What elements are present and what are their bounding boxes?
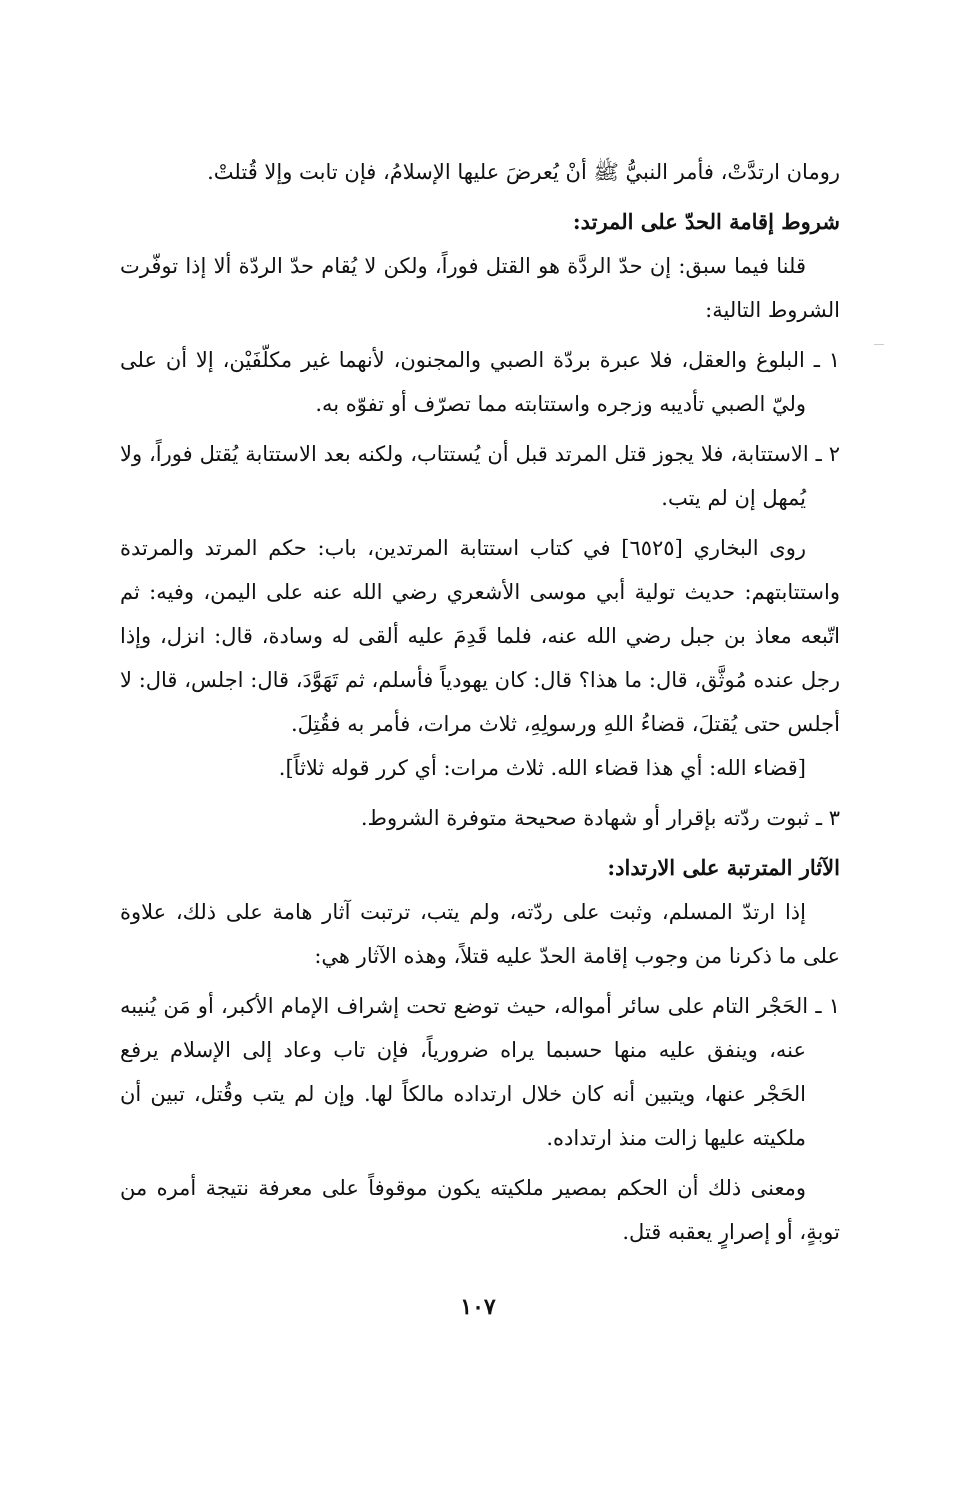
conditions-intro: قلنا فيما سبق: إن حدّ الردَّة هو القتل فوراً، ولكن لا يُقام حدّ الردّة ألا إذا توفّرت الشروط التالية: [120, 254, 840, 322]
hadith-note: [قضاء الله: أي هذا قضاء الله. ثلاث مرات: أي كرر قوله ثلاثاً]. [278, 756, 806, 780]
heading-conditions: شروط إقامة الحدّ على المرتد: [572, 209, 840, 234]
effects-intro: إذا ارتدّ المسلم، وثبت على ردّته، ولم يتب، ترتبت آثار هامة على ذلك، علاوة على ما ذكرنا من وجوب إقامة الحدّ عليه قتلاً، وهذه الآثار هي: [120, 900, 840, 968]
closing-paragraph: ومعنى ذلك أن الحكم بمصير ملكيته يكون موقوفاً على معرفة نتيجة أمره من توبةٍ، أو إصرارٍ يعقبه قتل. [120, 1176, 840, 1244]
condition-item-2: ٢ ـ الاستتابة، فلا يجوز قتل المرتد قبل أن يُستتاب، ولكنه بعد الاستتابة يُقتل فوراً، ولا يُمهل إن لم يتب. [120, 442, 840, 510]
margin-mark [874, 344, 884, 345]
condition-item-3: ٣ ـ ثبوت ردّته بإقرار أو شهادة صحيحة متوفرة الشروط. [360, 806, 840, 830]
intro-line: رومان ارتدَّتْ، فأمر النبيُّ ﷺ أنْ يُعرضَ عليها الإسلامُ، فإن تابت وإلا قُتلتْ. [207, 160, 840, 184]
hadith-paragraph: روى البخاري [٦٥٢٥] في كتاب استتابة المرتدين، باب: حكم المرتد والمرتدة واستتابتهم: حديث تولية أبي موسى الأشعري رضي الله عنه على اليمن، وفيه: ثم اتّبعه معاذ بن جبل رضي الله عنه، فلما قَدِمَ عليه ألقى له وسادة، قال: انزل، وإذا رجل عنده مُوثَّق، قال: ما هذا؟ قال: كان يهودياً فأسلم، ثم تَهَوَّدَ، قال: اجلس، قال: لا أجلس حتى يُقتلَ، قضاءُ اللهِ ورسولِهِ، ثلاث مرات، فأمر به فقُتِلَ. [120, 536, 840, 736]
page-body [120, 150, 840, 1254]
effect-item-1: ١ ـ الحَجْر التام على سائر أمواله، حيث توضع تحت إشراف الإمام الأكبر، أو مَن يُنيبه عنه، وينفق عليه منها حسبما يراه ضرورياً، فإن تاب وعاد إلى الإسلام يرفع الحَجْر عنها، ويتبين أنه كان خلال ارتداده مالكاً لها. وإن لم يتب وقُتل، تبين أن ملكيته عليها زالت منذ ارتداده. [120, 994, 840, 1150]
page-number: ١٠٧ [460, 1294, 496, 1320]
heading-effects: الآثار المترتبة على الارتداد: [607, 855, 840, 880]
condition-item-1: ١ ـ البلوغ والعقل، فلا عبرة بردّة الصبي والمجنون، لأنهما غير مكلّفَيْن، إلا أن على وليّ الصبي تأديبه وزجره واستتابته مما تصرّف أو تفوّه به. [120, 348, 840, 416]
